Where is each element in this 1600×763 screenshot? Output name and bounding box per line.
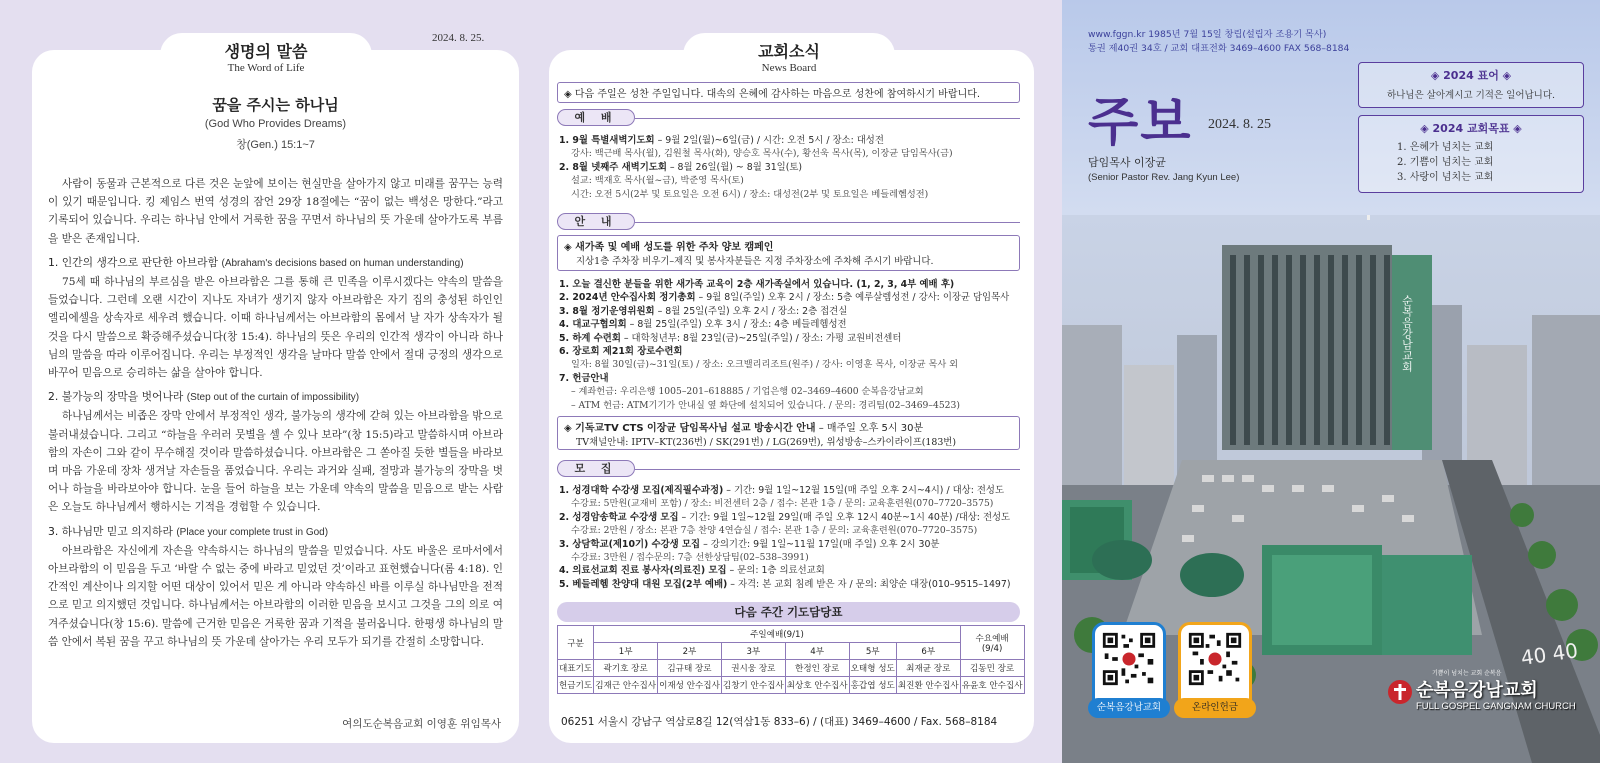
sermon-date: 2024. 8. 25. [432, 32, 485, 44]
prayer-table [557, 625, 1025, 694]
building-sign: 순복음강남교회 [1400, 295, 1414, 372]
point-heading: 2. 불가능의 장막을 벗어나라 (Step out of the curtain of impossibility) [48, 390, 360, 404]
list-item-detail: 수강료: 3만원 / 접수문의: 7층 선한상담팀(02–538–3991) [571, 552, 809, 564]
online-offering-qr-label: 온라인헌금 [1174, 698, 1256, 718]
list-item: 2. 성경암송학교 수강생 모집 – 기간: 9월 1일~12월 29일(매 주일 오후 12시 40분~1시 40분) /대상: 전성도 [559, 511, 1011, 523]
senior-pastor: 담임목사 이장균 [1088, 156, 1166, 169]
list-item: 5. 베들레헴 찬양대 대원 모집(2부 예배) – 자격: 본 교회 침례 받은 자 / 문의: 최양순 대장(010–9515–1497) [559, 578, 1011, 590]
list-item: 4. 의료선교회 진료 봉사자(의료진) 모집 – 문의: 1층 의료선교회 [559, 565, 825, 577]
list-item-detail: 강사: 백근배 목사(월), 김원철 목사(화), 양승호 목사(수), 황선욱 목사(목), 이장균 담임목사(금) [571, 148, 953, 160]
table-cell: 헌금기도 [558, 677, 594, 694]
word-of-life-tab [160, 33, 372, 73]
list-item: 1. 오늘 결신한 분들을 위한 새가족 교육이 2층 새가족실에서 있습니다. (1, 2, 3, 4부 예배 후) [559, 279, 955, 290]
table-cell: 김규태 장로 [658, 660, 722, 677]
list-item: 2. 8월 넷째주 새벽기도회 – 8월 26일(월) ~ 8월 31일(토) [559, 161, 803, 173]
motto-box [1358, 62, 1584, 108]
issue-contact: 통권 제40권 34호 / 교회 대표전화 3469–4600 FAX 568–8184 [1088, 43, 1350, 54]
tv-broadcast-box [557, 416, 1020, 450]
list-item-detail: 수강료: 2만원 / 장소: 본관 7층 찬양 4연습실 / 접수: 본관 1층 / 문의: 교육훈련원(070–7720–3575) [571, 525, 978, 537]
church-slogan: 기쁨이 넘치는 교회 순복음 [1432, 670, 1502, 677]
list-item-detail: 일자: 8월 30일(금)~31일(토) / 장소: 오크밸리리조트(원주) / 강사: 이영훈 목사, 이장균 목사 외 [571, 359, 959, 371]
point-text: 하나님께서는 비좁은 장막 안에서 부정적인 생각, 불가능의 생각에 갇혀 있는 아브라함을 밖으로 불러내셨습니다. 그리고 “하늘을 우러러 뭇별을 셀 수 있나 보라”(창 15:5)라고 말씀하시며 아브라함의 자손이 그와 같이 무수해질 것이라 말씀하셨습니다. 아브라함은 그 쏟아질 듯한 별들을 바라보며 마음 가운데 장차 생겨날 자손들을 품었습니다. 우리는 과거와 실패, 절망과 불가능의 장막을 벗어나 하늘을 바라보아야 합니다. 눈을 들어 하늘을 보는 가운데 약속의 말씀을 믿음으로 받는 사람은 오늘도 하나님께서 행하시는 기적을 경험할 수 있습니다. [48, 410, 503, 514]
table-cell: 김재근 안수집사 [594, 677, 658, 694]
list-item: 6. 장로회 제21회 장로수련회 [559, 346, 683, 358]
table-row [558, 660, 1025, 677]
church-name: 순복음강남교회 [1416, 680, 1538, 701]
goal-item: 2. 기쁨이 넘치는 교회 [1397, 157, 1494, 168]
list-item-detail: – 계좌헌금: 우리은행 1005–201–618885 / 기업은행 02–3469–4600 순복음강남교회 [571, 386, 924, 398]
table-header: 수요예배 (9/4) [960, 626, 1024, 660]
list-item: 3. 8월 정기운영위원회 – 8월 25일(주일) 오후 2시 / 장소: 2층 접견실 [559, 305, 848, 317]
cover-header-info [1088, 28, 1349, 56]
bulletin-cover [1062, 0, 1600, 763]
prayer-schedule-title: 다음 주간 기도담당표 [557, 602, 1020, 622]
homepage-qr-label: 순복음강남교회 [1088, 698, 1170, 718]
table-cell: 곽기호 장로 [594, 660, 658, 677]
section-worship-label: 예 배 [557, 109, 635, 126]
table-cell: 대표기도 [558, 660, 594, 677]
church-name-en: FULL GOSPEL GANGNAM CHURCH [1416, 701, 1576, 712]
table-cell: 김창기 안수집사 [721, 677, 785, 694]
table-cell: 오태형 성도 [849, 660, 896, 677]
section-guide-label: 안 내 [557, 213, 635, 230]
communion-notice: ◈ 다음 주일은 성찬 주일입니다. 대속의 은혜에 감사하는 마음으로 성찬에 참여하시기 바랍니다. [557, 82, 1020, 103]
table-header: 주일예배(9/1) [594, 626, 960, 643]
sermon-title-en: (God Who Provides Dreams) [204, 118, 347, 130]
news-board-tab [683, 33, 895, 73]
church-address: 06251 서울시 강남구 역삼로8길 12(역삼1동 833–6) / (대표) 3469–4600 / Fax. 568–8184 [561, 716, 998, 728]
motto-text: 하나님은 살아계시고 기적은 일어납니다. [1386, 90, 1556, 101]
worship-list [559, 134, 1022, 201]
word-of-life-panel [32, 50, 519, 743]
sermon-intro: 사람이 동물과 근본적으로 다른 것은 눈앞에 보이는 현실만을 살아가지 않고 미래를 꿈꾸는 능력이 있기 때문입니다. 킹 제임스 번역 성경의 잠언 29장 18절에는 “꿈이 없는 백성은 망한다.”라고 기록되어 있습니다. 우리는 하나님 안에서 거룩한 꿈을 꾸면서 하나님의 뜻 가운데 살아가도록 부름을 받은 존재입니다. [48, 178, 503, 245]
table-header: 5부 [849, 643, 896, 660]
table-cell: 홍갑엽 성도 [849, 677, 896, 694]
table-cell: 최재균 장로 [896, 660, 960, 677]
motto-heading: ◈ 2024 표어 ◈ [1430, 69, 1512, 82]
point-heading: 1. 인간의 생각으로 판단한 아브라함 (Abraham's decisions based on human understanding) [48, 255, 464, 269]
table-cell: 김동민 장로 [960, 660, 1024, 677]
church-logo-icon [1386, 678, 1414, 706]
tv-title: ◈ 기독교TV CTS 이장균 담임목사님 설교 방송시간 안내 – 매주일 오후 5시 30분 [564, 423, 924, 434]
website-founding: www.fggn.kr 1985년 7월 15일 창립(설립자 조용기 목사) [1088, 29, 1327, 40]
guide-list [559, 278, 1022, 412]
goal-item: 1. 은혜가 넘치는 교회 [1397, 142, 1494, 153]
table-cell: 한정인 장로 [785, 660, 849, 677]
pastor-signature: 여의도순복음교회 이영훈 위임목사 [342, 718, 501, 730]
page-title: 교회소식 [758, 42, 820, 61]
list-item-detail: 시간: 오전 5시(2부 및 토요일은 오전 6시) / 장소: 대성전(2부 및 토요일은 베들레헴성전) [571, 188, 929, 200]
table-header: 구분 [558, 626, 594, 660]
page-title: 생명의 말씀 [224, 42, 308, 61]
recruit-list [559, 484, 1022, 591]
road-marking: 40 40 [1519, 638, 1580, 670]
list-item-detail: – ATM 헌금: ATM기기가 안내실 옆 화단에 설치되어 있습니다. / 문의: 경리팀(02–3469–4523) [571, 399, 960, 411]
table-cell: 최진환 안수집사 [896, 677, 960, 694]
table-header: 2부 [658, 643, 722, 660]
sermon-title: 꿈을 주시는 하나님 [212, 96, 339, 114]
point-text: 75세 때 하나님의 부르심을 받은 아브라함은 그를 통해 큰 민족을 이루시겠다는 약속의 말씀을 들었습니다. 그런데 오랜 시간이 지나도 자녀가 생기지 않자 아브라함은 자기 집의 충성된 하인인 엘리에셀을 상속자로 세우려 했습니다. 이때 하나님께서는 아브라함의 몸에서 날 자가 상속자가 될 것을 다시 말씀으로 확증해주셨습니다(창 15:4). 하나님의 뜻은 우리의 인간적 생각이 아니라 하나님의 말씀을 따라 이루어집니다. 우리는 부정적인 생각을 날마다 말씀 안에서 절대 긍정의 생각으로 바꾸어 믿음으로 승리하는 삶을 살아야 합니다. [48, 276, 503, 380]
goal-item: 3. 사랑이 넘치는 교회 [1397, 172, 1494, 183]
table-header: 1부 [594, 643, 658, 660]
page-subtitle: News Board [761, 62, 817, 74]
qr-code-icon [1101, 631, 1157, 687]
list-item: 2. 2024년 안수집사회 정기총회 – 9월 8일(주일) 오후 2시 / 장소: 5층 예루살렘성전 / 강사: 이장균 담임목사 [559, 292, 1010, 304]
section-divider [635, 222, 1020, 223]
table-cell: 이재성 안수집사 [658, 677, 722, 694]
list-item: 3. 상담학교(제10기) 수강생 모집 – 강의기간: 9월 1일~11월 17일(매 주일) 오후 2시 30분 [559, 538, 940, 550]
parking-text: 지상1층 주차장 비우기–제직 및 봉사자분들은 지정 주차장소에 주차해 주시기 바랍니다. [576, 256, 934, 267]
point-heading: 3. 하나님만 믿고 의지하라 (Place your complete trust in God) [48, 524, 329, 538]
list-item: 7. 헌금안내 [559, 372, 609, 384]
table-cell: 유윤호 안수집사 [960, 677, 1024, 694]
bulletin-date: 2024. 8. 25 [1208, 117, 1271, 132]
section-divider [635, 469, 1020, 470]
section-divider [635, 118, 1020, 119]
goals-box [1358, 115, 1584, 193]
table-cell: 최상호 안수집사 [785, 677, 849, 694]
table-row [558, 677, 1025, 694]
qr-code-icon [1187, 631, 1243, 687]
table-cell: 권시웅 장로 [721, 660, 785, 677]
parking-title: ◈ 새가족 및 예배 성도를 위한 주차 양보 캠페인 [564, 242, 774, 253]
page-subtitle: The Word of Life [227, 62, 305, 74]
list-item-detail: 수강료: 5만원(교재비 포함) / 장소: 비전센터 2층 / 접수: 본관 1층 / 문의: 교육훈련원(070–7720–3575) [571, 498, 994, 510]
parking-campaign-box [557, 235, 1020, 271]
list-item: 4. 대교구협의회 – 8월 25일(주일) 오후 3시 / 장소: 4층 베들레헴성전 [559, 319, 847, 331]
sermon-body [48, 175, 503, 651]
table-header: 3부 [721, 643, 785, 660]
table-header: 6부 [896, 643, 960, 660]
scripture-reference: 창(Gen.) 15:1~7 [236, 139, 315, 151]
table-header: 4부 [785, 643, 849, 660]
list-item-detail: 설교: 백재호 목사(월~금), 박준영 목사(토) [571, 175, 744, 187]
list-item: 5. 하계 수련회 – 대학청년부: 8월 23일(금)~25일(주일) / 장소: 가평 교원비전센터 [559, 332, 902, 344]
tv-channels: TV채널안내: IPTV–KT(236번) / SK(291번) / LG(269번), 위성방송–스카이라이프(183번) [576, 437, 957, 448]
list-item: 1. 성경대학 수강생 모집(제직필수과정) – 기간: 9월 1일~12월 15일(매 주일 오후 2시~4시) / 대상: 전성도 [559, 485, 1004, 496]
senior-pastor-en: (Senior Pastor Rev. Jang Kyun Lee) [1088, 172, 1240, 183]
list-item: 1. 9월 특별새벽기도회 – 9월 2일(월)~6일(금) / 시간: 오전 5시 / 장소: 대성전 [559, 135, 884, 146]
bulletin-title: 주보 [1088, 93, 1193, 153]
goals-heading: ◈ 2024 교회목표 ◈ [1420, 122, 1522, 135]
section-recruit-label: 모 집 [557, 460, 635, 477]
news-board-panel [549, 50, 1034, 743]
point-text: 아브라함은 자신에게 자손을 약속하시는 하나님의 말씀을 믿었습니다. 사도 바울은 로마서에서 아브라함의 이 믿음을 두고 ‘바랄 수 없는 중에 바라고 믿었던 것’이라고 표현했습니다(롬 4:18). 인간적인 계산이나 의지할 어떤 대상이 있어서 믿은 게 아니라 약속하신 바를 이루실 하나님만을 전적으로 믿고 의지했던 것입니다. 하나님께서는 아브라함의 이러한 믿음을 보시고 그것을 그의 의로 여겨주셨습니다(창 15:6). 말씀에 근거한 믿음은 거룩한 꿈과 기적을 불러옵니다. 한평생 하나님의 말씀 안에서 복된 꿈을 꾸고 하나님의 뜻 가운데 살아가는 우리 모두가 되기를 간절히 소망합니다. [48, 544, 503, 648]
